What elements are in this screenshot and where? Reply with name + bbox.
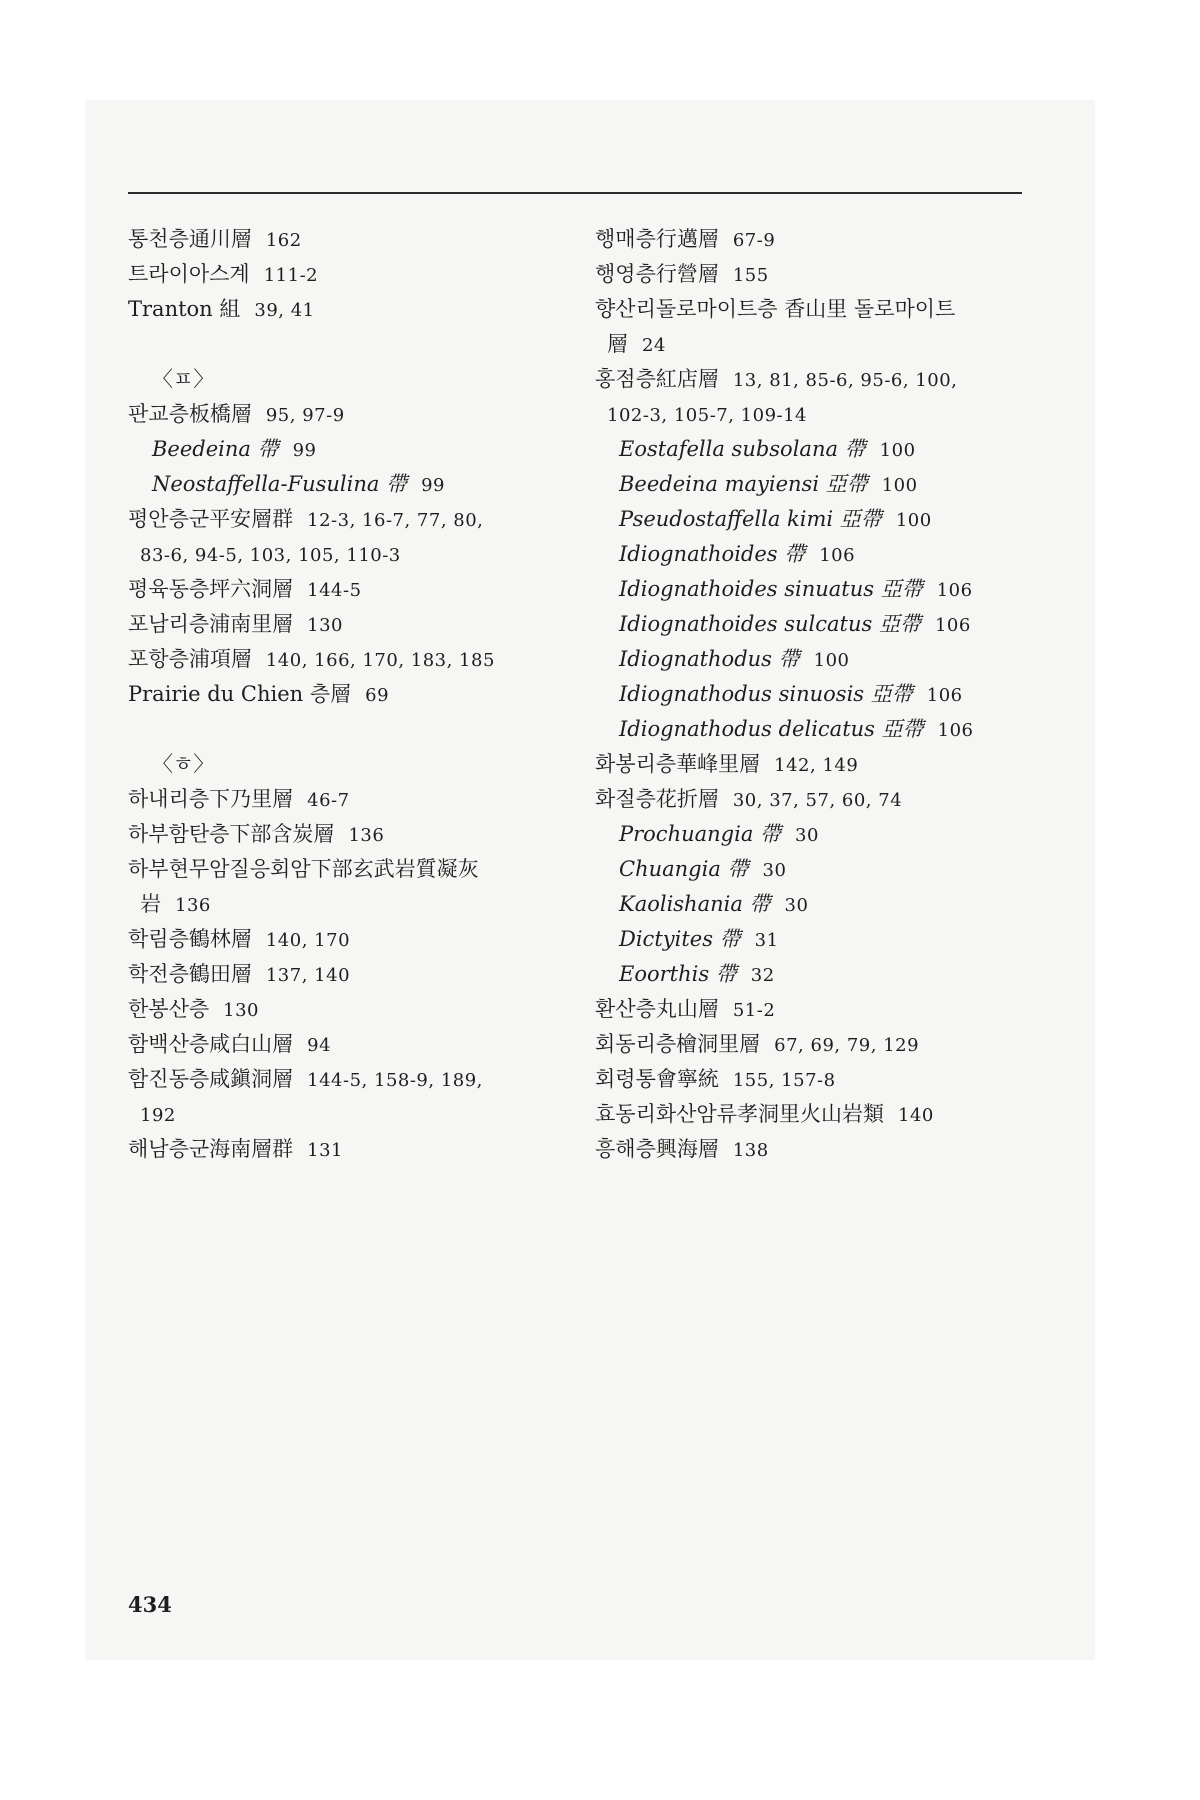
index-entry [595, 1097, 1035, 1132]
index-entry [595, 467, 1035, 502]
index-term: 岩 [140, 892, 161, 916]
index-column-left [128, 222, 558, 1167]
index-pages: 140, 166, 170, 183, 185 [265, 650, 495, 671]
index-pages: 130 [307, 615, 344, 636]
index-entry [128, 1062, 558, 1097]
index-term: Pseudostaffella kimi 亞帶 [619, 507, 882, 531]
index-pages: 31 [754, 930, 779, 951]
index-term: Beedeina mayiensi 亞帶 [619, 472, 868, 496]
index-entry [595, 222, 1035, 257]
index-entry [595, 607, 1035, 642]
index-pages: 46-7 [307, 790, 350, 811]
spacer [128, 327, 558, 362]
index-term: Prairie du Chien 층層 [128, 682, 352, 706]
index-entry [128, 467, 558, 502]
index-entry [595, 572, 1035, 607]
index-term: 하내리층下乃里層 [128, 787, 294, 811]
index-term: Idiognathoides 帶 [619, 542, 806, 566]
index-entry [128, 1097, 558, 1132]
index-entry [128, 677, 558, 712]
index-term: Idiognathodus sinuosis 亞帶 [619, 682, 913, 706]
index-entry [595, 432, 1035, 467]
index-entry [128, 1027, 558, 1062]
index-pages: 39, 41 [254, 300, 315, 321]
index-term: 환산층丸山層 [595, 997, 719, 1021]
index-term: Kaolishania 帶 [619, 892, 771, 916]
index-term: Prochuangia 帶 [619, 822, 782, 846]
index-entry [128, 572, 558, 607]
index-pages: 162 [265, 230, 302, 251]
index-pages: 99 [421, 475, 445, 496]
index-entry [595, 327, 1035, 362]
index-pages: 100 [879, 440, 916, 461]
index-pages: 100 [895, 510, 932, 531]
index-term: 학림층鶴林層 [128, 927, 252, 951]
index-entry [595, 292, 1035, 327]
index-pages: 136 [348, 825, 385, 846]
index-entry [595, 397, 1035, 432]
index-term: Beedeina 帶 [152, 437, 279, 461]
index-term: Tranton 組 [128, 297, 241, 321]
index-term: 학전층鶴田層 [128, 962, 252, 986]
index-entry [595, 887, 1035, 922]
index-pages: 95, 97-9 [265, 405, 345, 426]
index-pages: 138 [732, 1140, 769, 1161]
index-term: 통천층通川層 [128, 227, 252, 251]
index-pages: 106 [934, 615, 971, 636]
index-entry [595, 362, 1035, 397]
index-term: 해남층군海南層群 [128, 1137, 294, 1161]
index-term: 평육동층坪六洞層 [128, 577, 294, 601]
index-pages: 83-6, 94-5, 103, 105, 110-3 [140, 545, 401, 566]
index-term: 효동리화산암류孝洞里火山岩類 [595, 1102, 885, 1126]
index-term: 회동리층檜洞里層 [595, 1032, 761, 1056]
index-pages: 140 [898, 1105, 934, 1126]
index-entry [128, 852, 558, 887]
index-entry [128, 222, 558, 257]
index-pages: 32 [750, 965, 775, 986]
index-pages: 67, 69, 79, 129 [774, 1035, 920, 1056]
index-term: Neostaffella-Fusulina 帶 [152, 472, 408, 496]
index-pages: 137, 140 [265, 965, 351, 986]
index-pages: 30 [795, 825, 819, 846]
index-term: 〈ㅎ〉 [152, 752, 215, 776]
index-term: Idiognathoides sinuatus 亞帶 [619, 577, 923, 601]
index-pages: 94 [307, 1035, 332, 1056]
index-entry [595, 642, 1035, 677]
index-entry [128, 817, 558, 852]
index-entry [128, 292, 558, 327]
index-entry [128, 782, 558, 817]
index-pages: 142, 149 [774, 755, 859, 776]
index-term: 향산리돌로마이트층 香山里 돌로마이트 [595, 297, 956, 321]
index-entry [595, 747, 1035, 782]
index-entry [128, 1132, 558, 1167]
index-term: Chuangia 帶 [619, 857, 749, 881]
index-entry [595, 957, 1035, 992]
index-pages: 130 [223, 1000, 260, 1021]
index-entry [128, 502, 558, 537]
index-entry [128, 607, 558, 642]
index-term: Eostafella subsolana 帶 [619, 437, 866, 461]
index-entry [128, 957, 558, 992]
index-entry [595, 852, 1035, 887]
index-entry [595, 1062, 1035, 1097]
index-term: Eoorthis 帶 [619, 962, 737, 986]
index-pages: 106 [937, 720, 974, 741]
index-pages: 30, 37, 57, 60, 74 [732, 790, 903, 811]
index-pages: 102-3, 105-7, 109-14 [607, 405, 808, 426]
index-pages: 131 [307, 1140, 344, 1161]
index-entry [128, 397, 558, 432]
index-pages: 24 [642, 335, 666, 356]
index-pages: 106 [926, 685, 963, 706]
index-term: Dictyites 帶 [619, 927, 741, 951]
index-pages: 99 [292, 440, 317, 461]
index-pages: 69 [365, 685, 390, 706]
index-term: 하부현무암질응회암下部玄武岩質凝灰 [128, 857, 479, 881]
spacer [128, 712, 558, 747]
index-entry [128, 922, 558, 957]
index-column-right [595, 222, 1035, 1167]
index-entry [595, 537, 1035, 572]
index-term: 흥해층興海層 [595, 1137, 719, 1161]
index-entry [128, 257, 558, 292]
index-pages: 106 [936, 580, 973, 601]
index-pages: 12-3, 16-7, 77, 80, [307, 510, 484, 531]
index-term: 행매층行邁層 [595, 227, 719, 251]
index-term: 판교층板橋層 [128, 402, 252, 426]
index-pages: 192 [140, 1105, 176, 1126]
index-term: Idiognathodus 帶 [619, 647, 800, 671]
section-heading [128, 747, 558, 782]
index-pages: 144-5, 158-9, 189, [307, 1070, 483, 1091]
index-pages: 30 [762, 860, 787, 881]
index-entry [595, 257, 1035, 292]
index-pages: 30 [784, 895, 809, 916]
index-entry [595, 1027, 1035, 1062]
index-pages: 111-2 [263, 265, 319, 286]
index-pages: 100 [881, 475, 918, 496]
index-pages: 155, 157-8 [732, 1070, 836, 1091]
index-term: 하부함탄층下部含炭層 [128, 822, 335, 846]
index-term: 화절층花折層 [595, 787, 719, 811]
section-heading [128, 362, 558, 397]
index-entry [595, 992, 1035, 1027]
index-term: 한봉산층 [128, 997, 210, 1021]
index-term: 포남리층浦南里層 [128, 612, 294, 636]
index-pages: 13, 81, 85-6, 95-6, 100, [732, 370, 958, 391]
index-term: 함백산층咸白山層 [128, 1032, 294, 1056]
index-term: 행영층行營層 [595, 262, 719, 286]
index-pages: 144-5 [307, 580, 362, 601]
index-pages: 106 [819, 545, 856, 566]
index-term: 화봉리층華峰里層 [595, 752, 761, 776]
index-term: 트라이아스계 [128, 262, 250, 286]
index-pages: 100 [813, 650, 850, 671]
index-entry [595, 1132, 1035, 1167]
index-term: 포항층浦項層 [128, 647, 252, 671]
index-entry [595, 782, 1035, 817]
index-entry [128, 887, 558, 922]
index-term: Idiognathodus delicatus 亞帶 [619, 717, 924, 741]
index-term: 회령통會寧統 [595, 1067, 719, 1091]
index-entry [595, 677, 1035, 712]
index-term: 홍점층紅店層 [595, 367, 719, 391]
index-pages: 155 [732, 265, 769, 286]
index-entry [128, 992, 558, 1027]
index-entry [595, 712, 1035, 747]
index-term: Idiognathoides sulcatus 亞帶 [619, 612, 921, 636]
page-number: 434 [128, 1592, 172, 1617]
index-pages: 51-2 [732, 1000, 776, 1021]
index-term: 層 [607, 332, 628, 356]
index-term: 〈ㅍ〉 [152, 367, 215, 391]
index-pages: 140, 170 [265, 930, 351, 951]
index-entry [595, 502, 1035, 537]
index-entry [128, 642, 558, 677]
index-entry [128, 432, 558, 467]
header-rule [128, 192, 1022, 194]
index-pages: 136 [175, 895, 211, 916]
index-entry [595, 817, 1035, 852]
index-term: 함진동층咸鎭洞層 [128, 1067, 294, 1091]
index-term: 평안층군平安層群 [128, 507, 294, 531]
index-entry [128, 537, 558, 572]
index-entry [595, 922, 1035, 957]
index-pages: 67-9 [732, 230, 776, 251]
